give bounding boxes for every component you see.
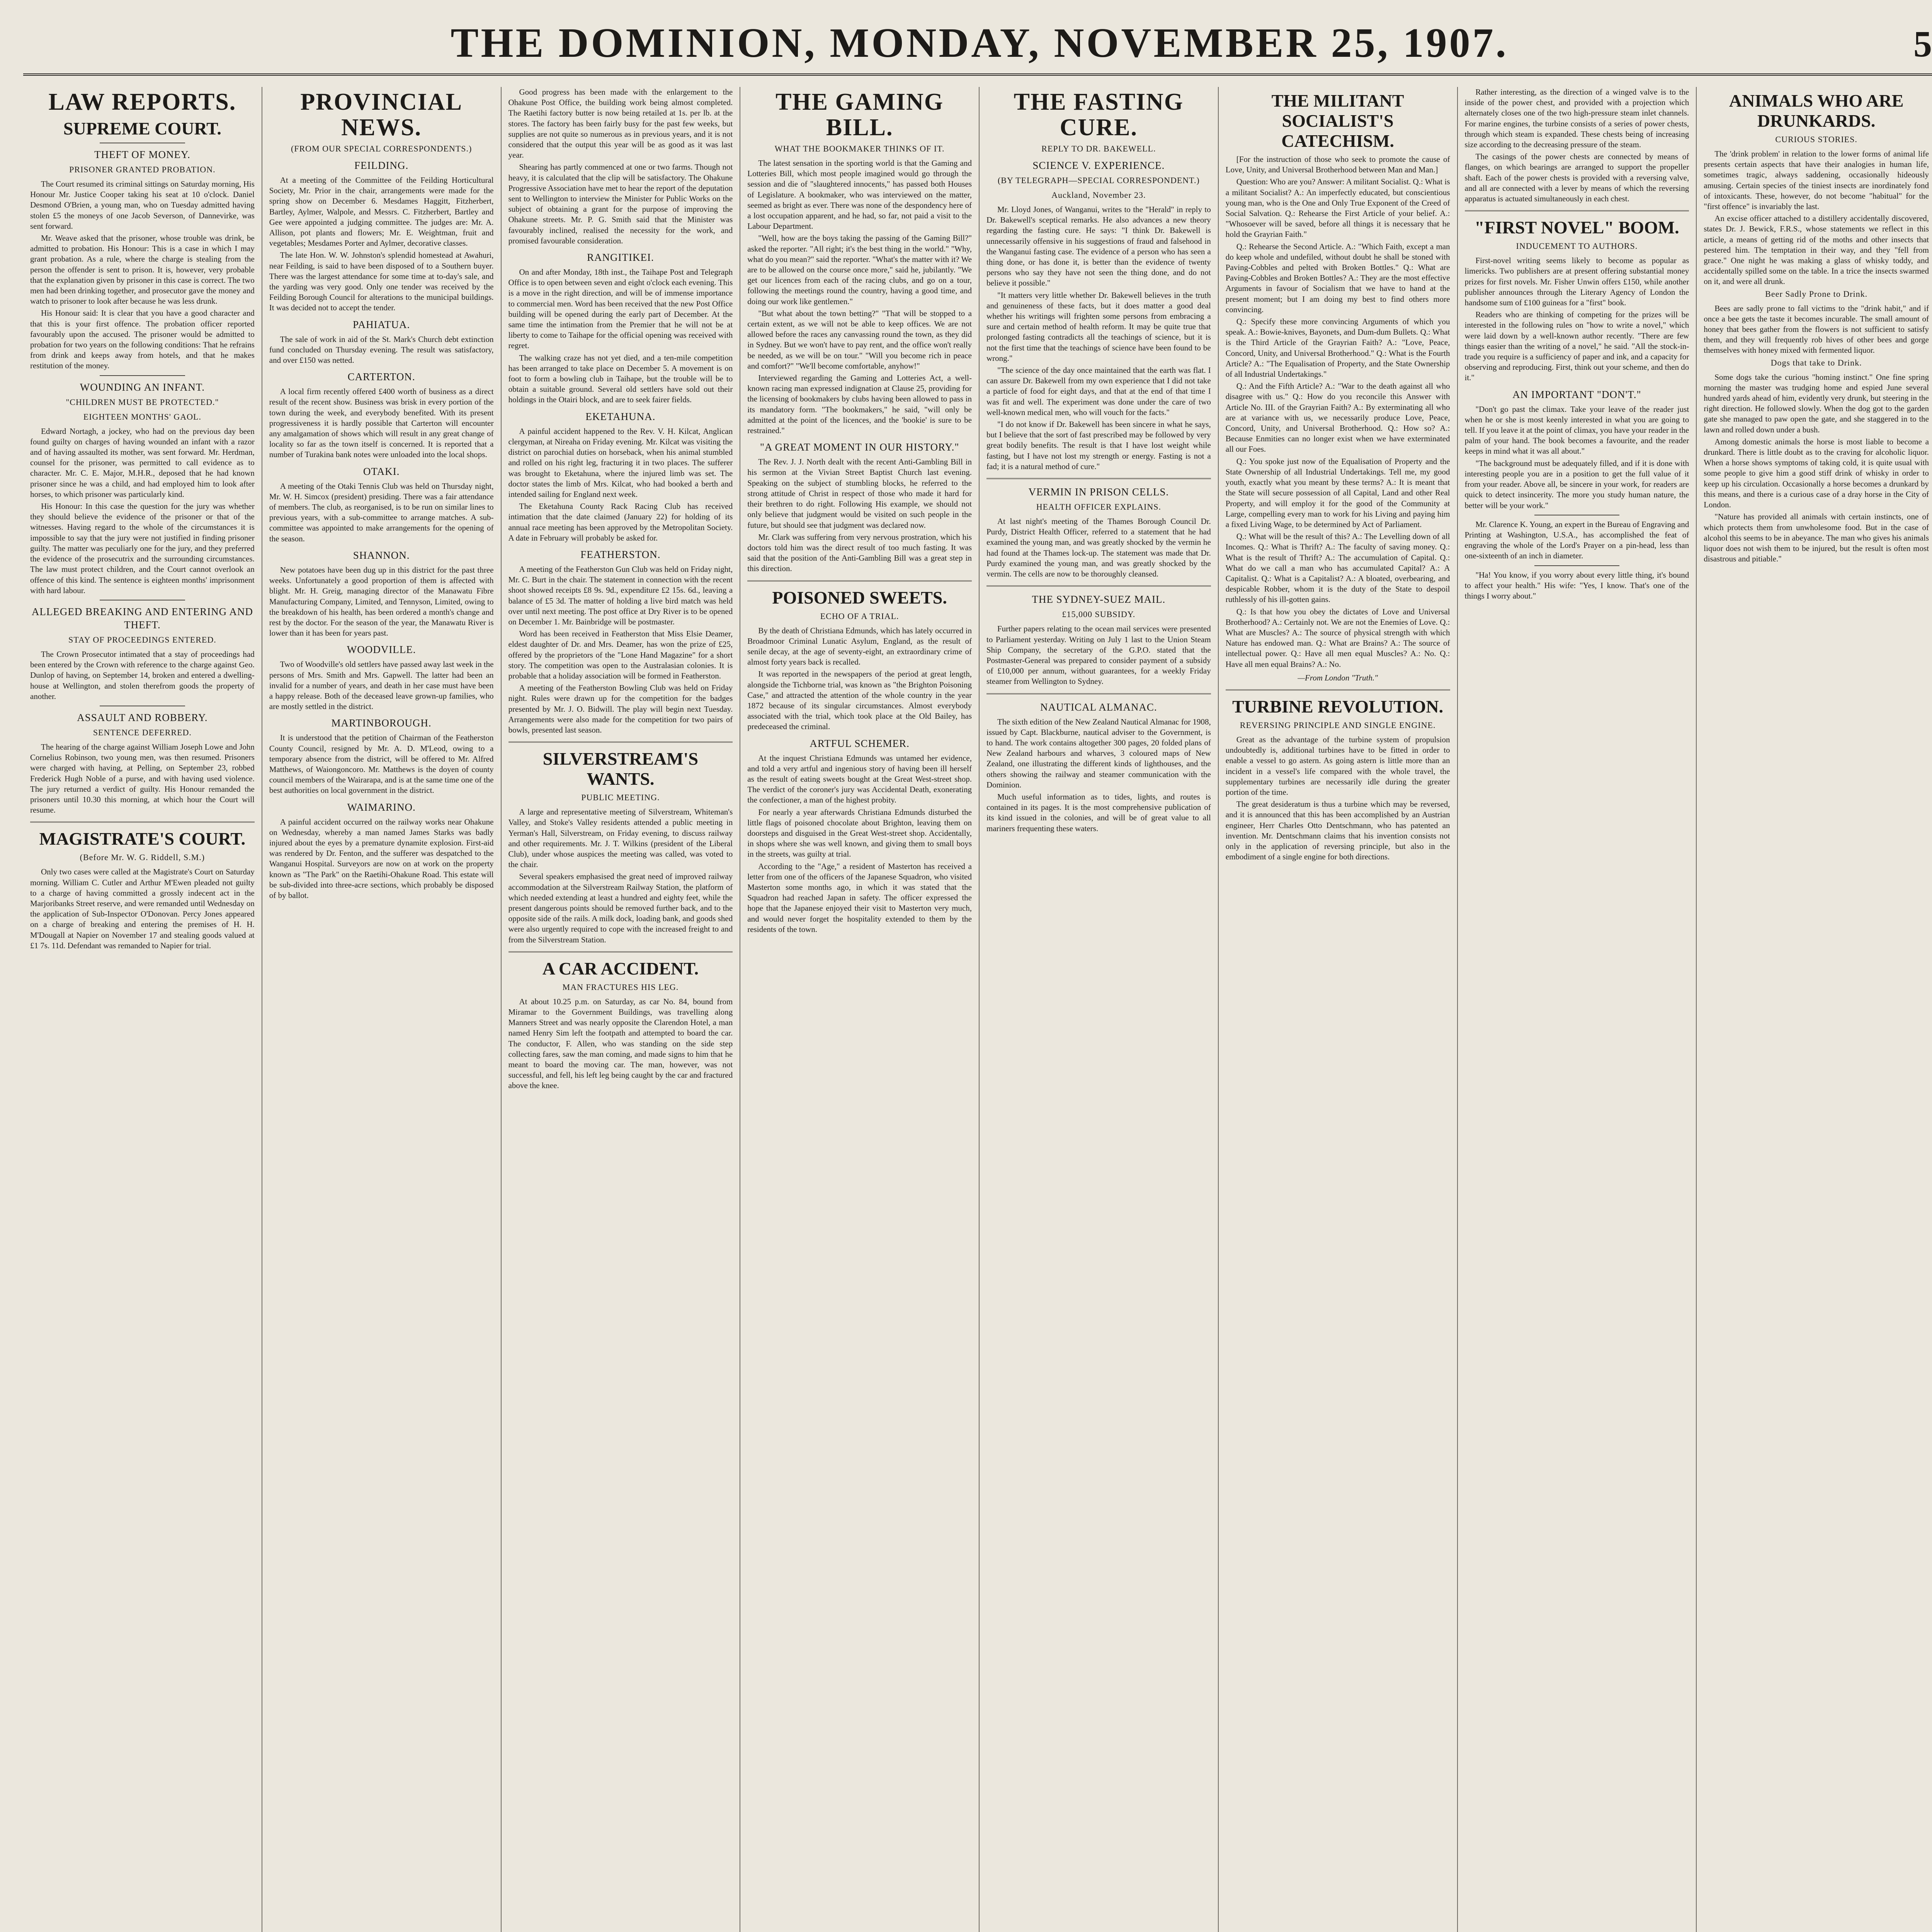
article-paragraph: Shearing has partly commenced at one or two farms. Though not heavy, it is calculated that the clip will be satisfactory. The Ohakune Progressive Association have met to hear the report of the deputation sent to Wellington to interview the Minister for Public Works on the subject of obtaining a grant for the purpose of improving the Ohakune streets. Mr. P. G. Smith said that the Minister was favourably inclined, realised the necessity for the work, and promised favourable consideration. bbox=[508, 162, 733, 245]
curious-subheading: CURIOUS STORIES. bbox=[1775, 134, 1857, 144]
divider bbox=[1465, 210, 1689, 211]
divider bbox=[986, 585, 1211, 587]
provincial-heading: PROVINCIAL NEWS. bbox=[300, 89, 463, 141]
article-paragraph: A meeting of the Featherston Gun Club was held on Friday night, Mr. C. Burt in the chair. The statement in connection with the recent shoot showed receipts £8 9s. 9d., expenditure £2 15s. 6d., leaving a balance of £5 3d. The matter of holding a live bird match was held over until next meeting. The post office at Dry River is to be opened on December 1. Mr. Bainbridge will be postmaster. bbox=[508, 564, 733, 626]
column-5 bbox=[980, 87, 1219, 1932]
sydney-suez-heading: THE SYDNEY-SUEZ MAIL. bbox=[1032, 594, 1166, 605]
column-1 bbox=[23, 87, 262, 1932]
article-paragraph: "The background must be adequately filled, and if it is done with interesting people you are in a position to get the full value of it from your reader. Above all, be sincere in your work, for readers are quick to detect insincerity. The more you study human nature, the better will be your work." bbox=[1464, 458, 1689, 510]
article-paragraph: At about 10.25 p.m. on Saturday, as car No. 84, bound from Miramar to the Government Buildings, was travelling along Manners Street and was nearly opposite the Clarendon Hotel, a man named Henry Sim left the footpath and attempted to board the car. The conductor, F. Allen, who was standing on the side step collecting fares, saw the man coming, and made signs to him that he meant to board the moving car. The man, however, was not successful, and fell, his left leg being caught by the car and fractured above the knee. bbox=[508, 997, 733, 1090]
health-officer-subheading: HEALTH OFFICER EXPLAINS. bbox=[1036, 502, 1162, 512]
article-paragraph: "Well, how are the boys taking the passing of the Gaming Bill?" asked the reporter. "All right; it's the best thing in the world." "Why, what do you mean?" said the reporter. "What's the matter with it? We are to be allowed on the course once more," said he, jubilantly. "We get our licences from each of the racing clubs, and go on a tour, following the meetings round the country, having a good time, and doing our work like gentlemen." bbox=[747, 233, 972, 306]
page-number: 5 bbox=[1913, 23, 1932, 65]
article-paragraph: Several speakers emphasised the great need of improved railway accommodation at the Silverstream Railway Station, the platform of which needed extending at least a hundred and eighty feet, while the present dangerous points should be removed further back, and to the opposite side of the rails. A milk dock, loading bank, and goods shed were also urgently required to cope with the increased freight to and from the Silverstream Station. bbox=[508, 872, 733, 944]
article-paragraph: For nearly a year afterwards Christiana Edmunds disturbed the little flags of poisoned chocolate about Brighton, leaving them on doorsteps and disguised in the Great West-street shop. Accidentally, in shops where she was well known, and giving them to small boys in the streets, was guilty at trial. bbox=[747, 807, 972, 859]
divider bbox=[986, 478, 1211, 479]
article-paragraph: Mr. Clarence K. Young, an expert in the Bureau of Engraving and Printing at Washington, U.S.A., has accomplished the feat of engraving the whole of the Lord's Prayer on a pin-head, less than one-sixteenth of an inch in diameter. bbox=[1464, 519, 1689, 561]
column-6 bbox=[1219, 87, 1458, 1932]
otaki-heading: OTAKI. bbox=[363, 465, 400, 477]
article-paragraph: Among domestic animals the horse is most liable to become a drunkard. There is little doubt as to the craving for alcoholic liquor. When a horse shows symptoms of taking cold, it is quite usual with some people to give him a good stiff drink of whisky in order to keep up his circulation. Occasionally a horse becomes a drunkard by this means, and there is a curious case of a dray horse in the City of London. bbox=[1704, 437, 1929, 510]
column-2 bbox=[262, 87, 502, 1932]
article-paragraph: The sixth edition of the New Zealand Nautical Almanac for 1908, issued by Capt. Blackburne, nautical adviser to the Government, is to hand. The work contains altogether 300 pages, 20 folded plans of New Zealand harbours and wharves, 3 coloured maps of New Zealand, one illustrating the different kinds of lighthouses, and the others showing the railway and steamer communication with the Dominion. bbox=[986, 717, 1211, 789]
children-subheading: "CHILDREN MUST BE PROTECTED." bbox=[66, 397, 219, 407]
article-paragraph: A local firm recently offered £400 worth of business as a direct result of the recent show. Business was brisk in every portion of the town during the week, and everybody benefited. With its present progressiveness it is hardly possible that Carterton will encounter any amalgamation of shows which will result in any great change of locality so far as the town itself is concerned. It is reported that a number of Turakina bank notes were unloaded into the local shops. bbox=[269, 387, 494, 459]
article-paragraph: A meeting of the Featherston Bowling Club was held on Friday night. Rules were drawn up for the competition for the badges presented by Mr. J. O. Bidwill. The play will begin next Tuesday. Arrangements were also made for the competition for two pairs of bowls, presented last season. bbox=[508, 683, 733, 735]
fracture-subheading: MAN FRACTURES HIS LEG. bbox=[562, 982, 679, 992]
article-paragraph: Q.: And the Fifth Article? A.: "War to the death against all who disagree with us." Q.: How do you reconcile this Answer with Article No. III. of the Grayrian Faith? A.: By exterminating all who are at variance with us, we necessarily produce Love, Peace, Concord, Unity, and Universal Brotherhood. Q.: How so? A.: Because Enmities can no longer exist when we have exterminated all our Foes. bbox=[1225, 381, 1450, 454]
article-paragraph: The Eketahuna County Rack Racing Club has received intimation that the date claimed (January 22) for holding of its annual race meeting has been approved by the Metropolitan Society. A date in February will probably be asked for. bbox=[508, 502, 733, 543]
article-paragraph: The 'drink problem' in relation to the lower forms of animal life presents certain aspects that have their analogies in human life, sometimes tragic, always saddening, occasionally hideously amusing. Certain species of the tiniest insects are inordinately fond of intoxicants. These, however, do not become "habitual" for the "first offence" is invariably the last. bbox=[1704, 149, 1929, 211]
silverstream-heading: SILVERSTREAM'S WANTS. bbox=[543, 749, 698, 789]
wounding-heading: WOUNDING AN INFANT. bbox=[80, 381, 205, 393]
great-moment-heading: "A GREAT MOMENT IN OUR HISTORY." bbox=[760, 441, 959, 453]
article-paragraph: Rather interesting, as the direction of a winged valve is to the inside of the power chest, and provided with a projection which alternately closes one of the two high-pressure steam inlet channels. For marine engines, the turbine consists of a series of power chests, through which steam is expanded. These chests being of increasing size according to the decreasing pressure of the steam. bbox=[1464, 87, 1689, 150]
nautical-almanac-heading: NAUTICAL ALMANAC. bbox=[1040, 701, 1157, 713]
newspaper-columns bbox=[23, 87, 1932, 1932]
masthead-title: THE DOMINION, MONDAY, NOVEMBER 25, 1907. bbox=[451, 20, 1509, 66]
by-telegraph-line: (BY TELEGRAPH—SPECIAL CORRESPONDENT.) bbox=[997, 175, 1200, 185]
article-paragraph: The Crown Prosecutor intimated that a stay of proceedings had been entered by the Crown with reference to the charge against Geo. Dunlop of having, on September 14, broken and entered a dwelling-house at Wellington, and stolen therefrom goods the property of another. bbox=[30, 649, 255, 701]
public-meeting-subheading: PUBLIC MEETING. bbox=[581, 793, 660, 803]
article-paragraph: The late Hon. W. W. Johnston's splendid homestead at Awahuri, near Feilding, is said to have been disposed of to a Southern buyer. There was the largest attendance for some time at to-day's sale, and the yarding was very good. Only one tender was received by the Feilding Borough Council for alterations to the municipal buildings. It was decided not to accept the tender. bbox=[269, 250, 494, 313]
vermin-heading: VERMIN IN PRISON CELLS. bbox=[1028, 486, 1169, 498]
article-paragraph: Bees are sadly prone to fall victims to the "drink habit," and if once a bee gets the taste it becomes incurable. The small amount of honey that bees gather from the flowers is not sufficient to satisfy them, and they will frequently rob hives of other bees and gorge themselves with honey mixed with fermented liquor. bbox=[1704, 303, 1929, 355]
intro-paragraph: [For the instruction of those who seek to promote the cause of Love, Unity, and Universal Brotherhood between Man and Man.] bbox=[1225, 155, 1450, 175]
article-paragraph: The latest sensation in the sporting world is that the Gaming and Lotteries Bill, which most people imagined would go through the session and die of "slaughtered innocents," has passed both Houses of Legislature. A bookmaker, who was interviewed on the matter, seemed as bright as ever. There was none of the despondency here of a lost occupation apparent, and he had, so far, not paid a visit to the Labour Department. bbox=[747, 158, 972, 231]
divider bbox=[509, 951, 733, 952]
divider bbox=[1534, 565, 1620, 566]
correspondents-line: (FROM OUR SPECIAL CORRESPONDENTS.) bbox=[291, 144, 472, 153]
article-paragraph: The hearing of the charge against William Joseph Lowe and John Cornelius Robinson, two young men, was then resumed. Prisoners were charged with having, at Pelling, on September 23, robbed Frederick Hugh Noble of a purse, and with having used violence. The jury returned a verdict of guilty. His Honour remanded the prisoners until 10.30 this morning, at which hour the Court will resume. bbox=[30, 742, 255, 815]
breaking-heading: ALLEGED BREAKING AND ENTERING AND THEFT. bbox=[31, 605, 253, 631]
feilding-heading: FEILDING. bbox=[354, 160, 409, 171]
article-paragraph: "Nature has provided all animals with certain instincts, one of which protects them from unwholesome food. But in the case of alcohol this seems to be in abeyance. The man who gives his animals liquor does not wish them to be injured, but the result is often most disastrous and pitiable." bbox=[1704, 512, 1929, 564]
inducement-subheading: INDUCEMENT TO AUTHORS. bbox=[1516, 241, 1638, 251]
article-paragraph: It is understood that the petition of Chairman of the Featherston County Council, resigned by Mr. A. D. M'Leod, owing to a temporary absence from the district, will be offered to Mr. Alfred Matthews, of Waiongoncoro. Mr. Matthews is the doyen of county council members of the Wairarapa, and is at the same time one of the best authorities on local government in the district. bbox=[269, 733, 494, 795]
before-line: (Before Mr. W. G. Riddell, S.M.) bbox=[80, 852, 205, 862]
reversing-subheading: REVERSING PRINCIPLE AND SINGLE ENGINE. bbox=[1240, 720, 1436, 730]
reply-subheading: REPLY TO DR. BAKEWELL. bbox=[1041, 144, 1156, 153]
bees-subheading: Beer Sadly Prone to Drink. bbox=[1765, 289, 1868, 299]
shannon-heading: SHANNON. bbox=[353, 549, 410, 561]
article-paragraph: His Honour: In this case the question for the jury was whether they should believe the evidence of the prisoner or that of the witnesses. Having regard to the whole of the circumstances it is impossible to say that the jury were not justified in finding prisoner guilty. The matter was peculiarly one for the jury, and they preferred the evidence of the prosecutrix and the surrounding circumstances. The law must protect children, and the Court cannot overlook an offence of this kind. The sentence is eighteen months' imprisonment with hard labour. bbox=[30, 502, 255, 595]
featherston-heading: FEATHERSTON. bbox=[580, 548, 661, 560]
dogs-subheading: Dogs that take to Drink. bbox=[1770, 357, 1862, 367]
carterton-heading: CARTERTON. bbox=[347, 371, 415, 383]
first-novel-heading: "FIRST NOVEL" BOOM. bbox=[1475, 218, 1679, 238]
article-paragraph: "Don't go past the climax. Take your leave of the reader just when he or she is most keenly interested in what you are going to tell. If you leave it at the point of climax, you have your reader in the palm of your hand. The book becomes a favourite, and the reader keeps in mind what it was all about." bbox=[1464, 404, 1689, 456]
divider bbox=[509, 742, 733, 743]
article-paragraph: At last night's meeting of the Thames Borough Council Dr. Purdy, District Health Officer, referred to a statement that he had examined the young man, and was greatly shocked by the vermin he had found at the Thames lock-up. The statement was made that Dr. Purdy examined the young man, and was greatly shocked by the vermin. The cells are now to be thoroughly cleansed. bbox=[986, 517, 1211, 579]
supreme-court-heading: SUPREME COURT. bbox=[63, 119, 221, 138]
article-paragraph: "I do not know if Dr. Bakewell has been sincere in what he says, but I believe that the sort of fast prescribed may be followed by very great bodily benefits. The result is that I have lost weight while fasting, but I have not lost my strength or energy. Fasting is not a fad; it is a natural method of cure." bbox=[986, 420, 1211, 471]
echo-trial-subheading: ECHO OF A TRIAL. bbox=[820, 611, 899, 621]
article-paragraph: A painful accident occurred on the railway works near Ohakune on Wednesday, whereby a man named James Starks was badly injured about the eyes by a premature dynamite explosion. First-aid was rendered by Dr. Fenton, and the sufferer was despatched to the Wanganui Hospital. Surveyors are now on at work on the property known as "The Park" on the Raetihi-Ohakune Road. This estate will be sub-divided into three-acre sections, which probably be disposed of by ballot. bbox=[269, 817, 494, 900]
article-paragraph: The casings of the power chests are connected by means of flanges, on which bearings are arranged to support the propeller shaft. Each of the power chests is provided with a reversing valve, and all are connected with a lever by means of which the reversing apparatus is actuated simultaneously in each chest. bbox=[1464, 152, 1689, 204]
article-paragraph: Q.: Rehearse the Second Article. A.: "Which Faith, except a man do keep whole and undefiled, without doubt he shall be stoned with Paving-Cobbles and pelted with Broken Bottles." Q.: What are Paving-Cobbles and Broken Bottles? A.: They are the most effective Arguments in favour of Socialism that we have to hand at the present moment; but I am doing my best to find others more convincing. bbox=[1225, 242, 1450, 314]
militant-heading: THE MILITANT SOCIALIST'S CATECHISM. bbox=[1271, 91, 1404, 151]
waimarino-heading: WAIMARINO. bbox=[347, 801, 416, 813]
column-4 bbox=[740, 87, 980, 1932]
theft-heading: THEFT OF MONEY. bbox=[94, 149, 190, 160]
column-3 bbox=[502, 87, 741, 1932]
animals-heading: ANIMALS WHO ARE DRUNKARDS. bbox=[1729, 91, 1904, 131]
article-paragraph: At the inquest Christiana Edmunds was untamed her evidence, and told a very artful and ingenious story of having been ill herself as the result of eating sweets bought at the Great West-street shop. The verdict of the coroner's jury was Accidental Death, exonerating the confectioner, a man of the highest probity. bbox=[747, 753, 972, 805]
article-paragraph: By the death of Christiana Edmunds, which has lately occurred in Broadmoor Criminal Lunatic Asylum, England, as the result of senile decay, at the age of seventy-eight, an extraordinary crime of almost forty years back is recalled. bbox=[747, 626, 972, 667]
divider bbox=[1226, 689, 1450, 690]
article-paragraph: The sale of work in aid of the St. Mark's Church debt extinction fund concluded on Thursday evening. The result was satisfactory, and over £150 was netted. bbox=[269, 334, 494, 365]
important-dont-heading: AN IMPORTANT "DON'T." bbox=[1512, 388, 1641, 400]
article-paragraph: Mr. Weave asked that the prisoner, whose trouble was drink, be admitted to probation. His Honour: This is a case in which I may grant probation. As a rule, where the charge is stealing from the person the offender is sent to prison. It is, however, very probable that the explanation given by prisoner in this case is correct. The two men had been drinking together, and prosecutor gave the money and watch to prisoner to look after because he was less drunk. bbox=[30, 233, 255, 306]
gaol-subheading: EIGHTEEN MONTHS' GAOL. bbox=[83, 412, 201, 422]
article-paragraph: At a meeting of the Committee of the Feilding Horticultural Society, Mr. Prior in the chair, arrangements were made for the spring show on December 6. Mesdames Haggitt, Fitzherbert, Bartley, Aylmer, Walpole, and Messrs. C. Fitzherbert, Bartley and Gee were appointed a judging committee. The judges are: Mr. A. Allison, pot plants and flowers; Mr. E. Weightman, fruit and vegetables; Mesdames Porter and Aylmer, decorative classes. bbox=[269, 175, 494, 248]
sentence-subheading: SENTENCE DEFERRED. bbox=[93, 727, 192, 737]
article-paragraph: "The science of the day once maintained that the earth was flat. I can assure Dr. Bakewell from my own experience that I did not take a particle of food for eight days, and that at the end of that time I was fit and well. The experiment was done under the care of two well-known medical men, who will vouch for the facts." bbox=[986, 366, 1211, 417]
eketahuna-heading: EKETAHUNA. bbox=[585, 410, 656, 422]
article-paragraph: Q.: Is that how you obey the dictates of Love and Universal Brotherhood? A.: Certainly not. We are not the Enemies of Love. Q.: What are Muscles? A.: The source of physical strength with which Nature has endowed man. Q.: What are Brains? A.: The source of intellectual power. Q.: Have all men equal Muscles? A.: No. Q.: Have all men equal Brains? A.: No. bbox=[1225, 607, 1450, 669]
woodville-heading: WOODVILLE. bbox=[347, 644, 416, 656]
fasting-cure-heading: THE FASTING CURE. bbox=[1014, 89, 1184, 141]
gaming-bill-heading: THE GAMING BILL. bbox=[776, 89, 944, 141]
article-paragraph: "It matters very little whether Dr. Bakewell believes in the truth and genuineness of these facts, but it does matter a good deal whether his writings will frighten some persons from embracing a sure and certain method of health reform. It may be quite true that prolonged fasting contradicts all the teachings of science, but it is not the first time that the teachings of science have been found to be wrong." bbox=[986, 290, 1211, 363]
article-paragraph: Interviewed regarding the Gaming and Lotteries Act, a well-known racing man expressed indignation at Clause 25, providing for the licensing of bookmakers by clubs having been allowed to pass in its mandatory form. "The bookmakers," he said, "will only be admitted at the point of the licences, and the 'bookie' is sure to be restrained." bbox=[747, 373, 972, 435]
article-paragraph: Mr. Lloyd Jones, of Wanganui, writes to the "Herald" in reply to Dr. Bakewell's sceptical remarks. He also advances a new theory regarding the fasting cure. He says: "I think Dr. Bakewell is unnecessarily offensive in his suggestions of fraud and falsehood in the Wanganui fasting case. The evidence of a person who has seen a thing done, or has done it, is better than the evidence of twenty persons who say they have not seen the thing done, and do not believe it possible." bbox=[986, 205, 1211, 288]
article-paragraph: His Honour said: It is clear that you have a good character and that this is your first offence. The probation officer reported favourably upon the accused. The prisoner would be admitted to probation for two years on the following conditions: That he refrains from drink and keeps away from hotels, and that he makes restitution of the money. bbox=[30, 308, 255, 371]
martinborough-heading: MARTINBOROUGH. bbox=[331, 717, 432, 729]
turbine-heading: TURBINE REVOLUTION. bbox=[1232, 696, 1444, 716]
stay-subheading: STAY OF PROCEEDINGS ENTERED. bbox=[68, 634, 216, 645]
article-paragraph: Much useful information as to tides, lights, and routes is contained in its pages. It is the most comprehensive publication of its kind issued in the colonies, and will be of great value to all mariners frequenting these waters. bbox=[986, 792, 1211, 833]
article-paragraph: Good progress has been made with the enlargement to the Ohakune Post Office, the building work being almost completed. The Raetihi factory butter is now being retailed at 1s. per lb. at the stores. The factory has been fairly busy for the past few weeks, but supplies are not quite so numerous as in previous years, and it is not considered that the output this year will be as good as it was last year. bbox=[508, 87, 733, 160]
article-paragraph: A painful accident happened to the Rev. V. H. Kilcat, Anglican clergyman, at Nireaha on Friday evening. Mr. Kilcat was visiting the district on parochial duties on horseback, when his animal stumbled and rolled on his right leg, fracturing it in two places. The sufferer was brought to Eketahuna, where the injured limb was set. The doctor states the limb of Mrs. Kilcat, who had booked a berth and intended sailing for England next week. bbox=[508, 426, 733, 499]
rangitikei-heading: RANGITIKEI. bbox=[587, 252, 654, 264]
divider bbox=[986, 693, 1211, 694]
article-paragraph: Mr. Clark was suffering from very nervous prostration, which his doctors told him was the direct result of too much fasting. It was said that the position of the Anti-Gambling Bill was a great step in this direction. bbox=[747, 532, 972, 573]
article-paragraph: According to the "Age," a resident of Masterton has received a letter from one of the officers of the Japanese Squadron, who visited Masterton some months ago, in which it was stated that the Squadron had reached Japan in safety. The officer expressed the hope that the Japanese enjoyed their visit to Masterton very much, and would never forget the hospitality extended to them by the residents of the town. bbox=[747, 861, 972, 934]
dateline: Auckland, November 23. bbox=[1051, 190, 1146, 200]
poisoned-sweets-heading: POISONED SWEETS. bbox=[772, 587, 947, 607]
article-paragraph: Further papers relating to the ocean mail services were presented to Parliament yesterday. Writing on July 1 last to the Union Steam Ship Company, the secretary of the G.P.O. stated that the Postmaster-General was prepared to consider payment of a subsidy of £10,000 per annum, without guarantees, for a weekly Friday steamer from Wellington to Sydney. bbox=[986, 624, 1211, 686]
article-paragraph: An excise officer attached to a distillery accidentally discovered, states Dr. J. Bewick, F.R.S., whose statements we reflect in this article, a means of getting rid of the moths and other insects that pestered him. The temptation in their way, and they "fell from grace." One night he was making a glass of whisky toddy, and accidentally spilled some on the table. In a trice the insects swarmed on it, and were all drunk. bbox=[1704, 214, 1929, 286]
car-accident-heading: A CAR ACCIDENT. bbox=[542, 958, 699, 978]
column-8 bbox=[1697, 87, 1932, 1932]
article-paragraph: Readers who are thinking of competing for the prizes will be interested in the following rules on "how to write a novel," which were laid down by a well-known author recently. "There are few things easier than the writing of a novel," he said. "All the stock-in-trade you require is a sufficiency of paper and ink, and a capacity for observing and reproducing. First, think out your scheme, and then do it." bbox=[1464, 310, 1689, 383]
article-paragraph: Two of Woodville's old settlers have passed away last week in the persons of Mrs. Smith and Mrs. Gapwell. The latter had been an invalid for a number of years, and death in her case must have been a happy release. Both of the deceased leave grown-up families, who are mostly settled in the district. bbox=[269, 660, 494, 711]
article-paragraph: It was reported in the newspapers of the period at great length, alongside the Tichborne trial, was known as "the Brighton Poisoning Case," and attracted the attention of the whole country in the year 1872 because of its singular circumstances. Almost everybody associated with the trial, which took place at the Old Bailey, has predeceased the criminal. bbox=[747, 669, 972, 731]
article-paragraph: Word has been received in Featherston that Miss Elsie Deamer, eldest daughter of Dr. and Mrs. Deamer, has won the prize of £25, offered by the proprietors of the "Lone Hand Magazine" for a short story. The competition was open to the Australasian colonies. It is probable that a holiday association will be formed in Featherston. bbox=[508, 629, 733, 680]
article-paragraph: Some dogs take the curious "homing instinct." One fine spring morning the master was trudging home and espied June several hundred yards ahead of him, evidently very drunk, but steering in the right direction. He followed slowly. When the dog got to the garden gate she managed to paw open the gate, and she staggered in to the lawn and rolled down under a bush. bbox=[1704, 372, 1929, 434]
bookmaker-subheading: WHAT THE BOOKMAKER THINKS OF IT. bbox=[774, 144, 945, 153]
subsidy-subheading: £15,000 SUBSIDY. bbox=[1062, 609, 1136, 619]
probation-subheading: PRISONER GRANTED PROBATION. bbox=[69, 165, 216, 174]
divider bbox=[100, 375, 185, 376]
article-paragraph: Great as the advantage of the turbine system of propulsion undoubtedly is, additional turbines have to be fitted in order to enable a vessel to go astern. As going astern is little more than an incident in a vessel's life compared with the whole travel, the supplementary turbines are necessarily idle during the greater portion of the time. bbox=[1225, 735, 1450, 797]
article-paragraph: A meeting of the Otaki Tennis Club was held on Thursday night, Mr. W. H. Simcox (president) presiding. There was a fair attendance of members. The club, as reorganised, is to be run on similar lines to previous years, with a sub-committee to arrange matches. A sub-committee was appointed to make arrangements for the opening of the season. bbox=[269, 481, 494, 543]
magistrates-heading: MAGISTRATE'S COURT. bbox=[39, 829, 246, 849]
article-paragraph: First-novel writing seems likely to become as popular as limericks. Two publishers are at present offering substantial money prizes for first novels. Mr. Fisher Unwin offers £150, while another publisher announces through the Literary Agency of London the handsome sum of £100 guineas for a "first" book. bbox=[1464, 256, 1689, 308]
article-paragraph: The walking craze has not yet died, and a ten-mile competition has been arranged to take place on December 5. A movement is on foot to form a bowling club in Taihape, but the trouble will be to obtain a suitable ground. Several old settlers have sold out their holdings in the Otairi block, and are to seek fairer fields. bbox=[508, 353, 733, 405]
assault-heading: ASSAULT AND ROBBERY. bbox=[77, 711, 208, 723]
pahiatua-heading: PAHIATUA. bbox=[352, 318, 410, 330]
article-paragraph: The great desideratum is thus a turbine which may be reversed, and it is announced that this has been accomplished by an Austrian engineer, Herr Charles Otto Dentschmann, who has patented an invention. Mr. Dentschmann claims that his invention consists not only in the application of reversing principle, but also in the embodiment of a single engine for both directions. bbox=[1225, 799, 1450, 862]
artful-schemer-heading: ARTFUL SCHEMER. bbox=[810, 737, 910, 749]
science-heading: SCIENCE V. EXPERIENCE. bbox=[1032, 160, 1165, 171]
article-paragraph: Q.: Specify these more convincing Arguments of which you speak. A.: Bowie-knives, Bayonets, and Dum-dum Bullets. Q.: What is the Third Article of the Grayrian Faith? A.: "Love, Peace, Concord, Unity, and Universal Brotherhood." Q.: What is the Fourth Article? A.: "The Equalisation of Property, and the State Ownership of all Industrial Undertakings." bbox=[1225, 317, 1450, 379]
source-credit: —From London "Truth." bbox=[1298, 673, 1378, 682]
article-paragraph: The Court resumed its criminal sittings on Saturday morning, His Honour Mr. Justice Cooper taking his seat at 10 o'clock. Daniel Desmond O'Brien, a young man, who on Tuesday admitted having stolen £5 the moneys of one Jacob Severson, of Dannevirke, was sent forward. bbox=[30, 179, 255, 231]
law-reports-heading: LAW REPORTS. bbox=[48, 89, 236, 115]
article-paragraph: Only two cases were called at the Magistrate's Court on Saturday morning. William C. Cutler and Arthur M'Ewen pleaded not guilty to a charge of having committed a grossly indecent act in the Marjoribanks Street reserve, and were remanded until Wednesday on the application of Sub-Inspector O'Donovan. Percy Jones appeared on a charge of breaking and entering the premises of H. H. M'Dougall at Napier on November 17 and stealing goods valued at £1 7s. 11d. Defendant was remanded to Napier for trial. bbox=[30, 867, 255, 950]
divider bbox=[747, 580, 972, 582]
article-paragraph: Question: Who are you? Answer: A militant Socialist. Q.: What is a militant Socialist? A.: An imperfectly educated, but conscientious young man, who is the One and Only True Exponent of the Creed of Social Salvation. Q.: Rehearse the First Article of your belief. A.: "Whosoever will be saved, before all things it is necessary that he hold the Grayrian Faith." bbox=[1225, 177, 1450, 239]
article-paragraph: On and after Monday, 18th inst., the Taihape Post and Telegraph Office is to open between seven and eight o'clock each evening. This is a move in the right direction, and will be of immense importance to commercial men. Word has been received that the new Post Office building will be opened during the early part of December. At the same time the intimation from the Premier that he will not be at liberty to come to Taihape for the official opening was received with regret. bbox=[508, 267, 733, 350]
article-paragraph: "Ha! You know, if you worry about every little thing, it's bound to affect your health." His wife: "Yes, I know. That's one of the things I worry about." bbox=[1464, 570, 1689, 600]
article-paragraph: New potatoes have been dug up in this district for the past three weeks. Unfortunately a good proportion of them is affected with blight. Mr. H. Greig, managing director of the Manawatu Fibre Manufacturing Company, Limited, and Tennyson, Limited, owing to the breakdown of his health, has been ordered a month's change and rest by the doctor. For the season of the year, the Manawatu River is lower than it has been for years past. bbox=[269, 565, 494, 638]
article-paragraph: The Rev. J. J. North dealt with the recent Anti-Gambling Bill in his sermon at the Vivian Street Baptist Church last evening. Speaking on the subject of stumbling blocks, he referred to the strong attitude of Christ in respect of those who made it hard for their brethren to do right. Following His example, we should not only believe that judgment would be visited on such people in the future, but should see that judgment was declared now. bbox=[747, 457, 972, 530]
divider bbox=[30, 821, 255, 823]
article-paragraph: Q.: You spoke just now of the Equalisation of Property and the State Ownership of all Industrial Undertakings. Tell me, my good youth, exactly what you meant by these terms? A.: It is meant that the State will secure possession of all Capital, Land and other Real Property, and will employ it for the good of the Community at Large, compelling every man to work for his Living and paying him a fixed Living Wage, to be determined by Act of Parliament. bbox=[1225, 456, 1450, 529]
article-paragraph: "But what about the town betting?" "That will be stopped to a certain extent, as we will not be able to keep offices. We are not allowed before the races any canvassing round the town, as they did in Sydney. But we won't have to pay rent, and the office won't really be needed, as we will be on tour." "Will you become rich in peace and comfort?" "We'll become comfortable, anyhow!" bbox=[747, 308, 972, 371]
article-paragraph: A large and representative meeting of Silverstream, Whiteman's Valley, and Stoke's Valley residents attended a public meeting in Yerman's Hall, Silverstream, on Friday evening, to discuss railway and other requirements. Mr. J. T. Wilkins (president of the Liberal Club), under whose auspices the meeting was called, was voted to the chair. bbox=[508, 807, 733, 869]
masthead bbox=[23, 15, 1932, 76]
column-7 bbox=[1458, 87, 1697, 1932]
article-paragraph: Edward Nortagh, a jockey, who had on the previous day been found guilty on charges of having wounded an infant with a razor and of having assaulted its mother, was sent forward. Mr. Herdman, counsel for the prisoner, was permitted to call evidence as to character. Mr. C. E. Major, M.H.R., deposed that he had known prisoner since he was a child, and had employed him to look after horses, to which prisoner was particularly kind. bbox=[30, 426, 255, 499]
article-paragraph: Q.: What will be the result of this? A.: The Levelling down of all Incomes. Q.: What is Thrift? A.: The faculty of saving money. Q.: What is the result of Thrift? A.: The accumulation of Capital. Q.: What do we call a man who has accumulated Capital? A.: A Capitalist. Q.: What is a Capitalist? A.: A bloated, overbearing, and despicable Robber, whom it is the duty of the State to despoil ruthlessly of his ill-gotten gains. bbox=[1225, 532, 1450, 604]
